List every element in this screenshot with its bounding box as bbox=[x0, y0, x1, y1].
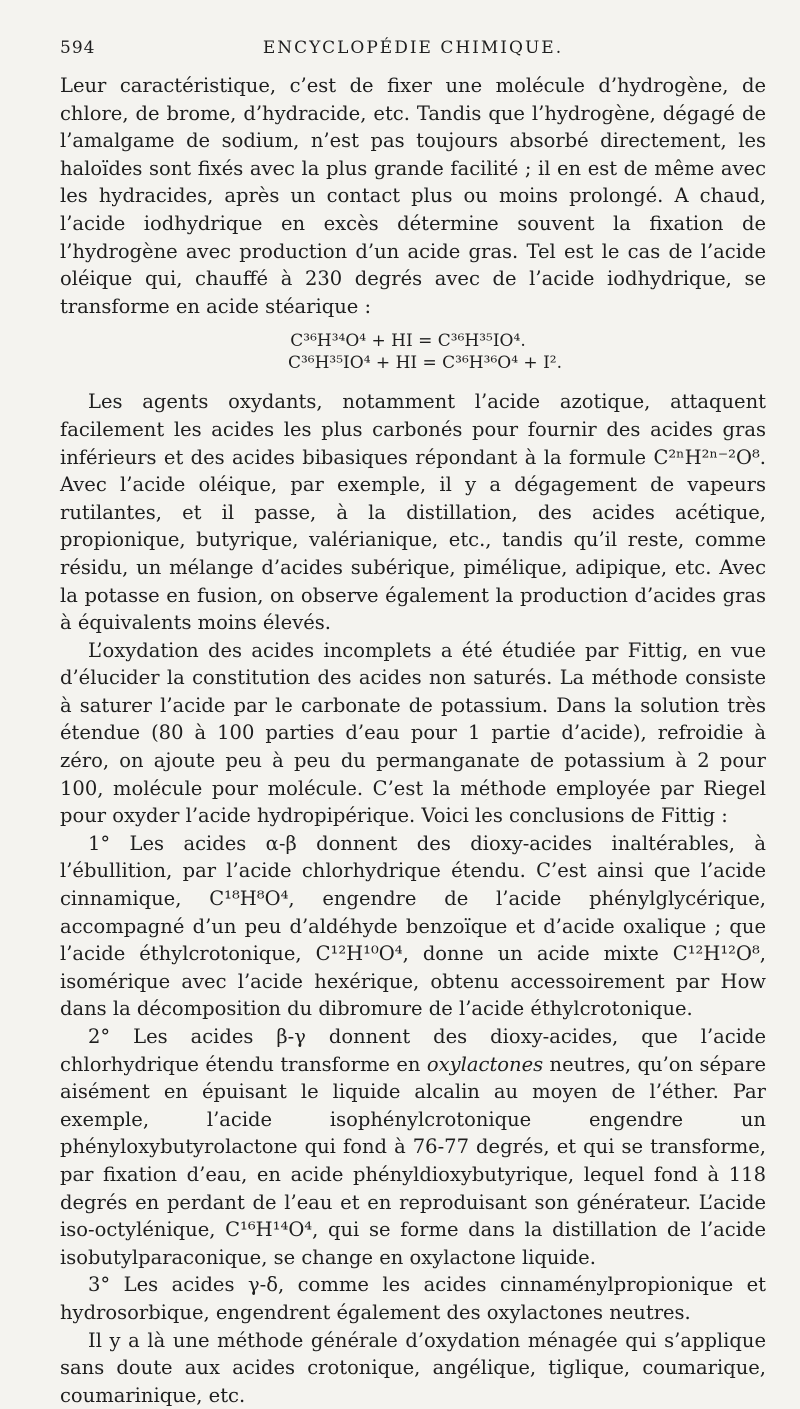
page-header bbox=[60, 38, 766, 72]
paragraph-3: L’oxydation des acides incomplets a été étudiée par Fittig, en vue d’élucider la constitution des acides non saturés. La méthode consiste à saturer l’acide par le carbonate de potassium. Dans la solution très étendue (80 à 100 parties d’eau pour 1 partie d’acide), refroidie à zéro, on ajoute peu à peu du permanganate de potassium à 2 pour 100, molécule pour molécule. C’est la méthode employée par Riegel pour oxyder l’acide hydropipérique. Voici les conclusions de Fittig : bbox=[60, 638, 766, 828]
page-number: 594 bbox=[60, 38, 96, 58]
equation-2: C³⁶H³⁵IO⁴ + HI = C³⁶H³⁶O⁴ + I². bbox=[287, 353, 563, 374]
equation-block bbox=[60, 330, 766, 374]
paragraph-6: 3° Les acides γ-δ, comme les acides cinnaménylpropionique et hydrosorbique, engendrent également des oxylactones neutres. bbox=[60, 1273, 766, 1324]
body-text bbox=[60, 72, 766, 1409]
paragraph-2: Les agents oxydants, notamment l’acide azotique, attaquent facilement les acides les plus carbonés pour fournir des acides gras inférieurs et des acides bibasiques répondant à la formule C²ⁿH²ⁿ⁻²O⁸. Avec l’acide oléique, par exemple, il y a dégagement de vapeurs rutilantes, et il passe, à la distillation, des acides acétique, propionique, butyrique, valérianique, etc., tandis qu’il reste, comme résidu, un mélange d’acides subérique, pimélique, adipique, etc. Avec la potasse en fusion, on observe également la production d’acides gras à équivalents moins élevés. bbox=[60, 390, 766, 635]
italic-term-oxylactones: oxylactones bbox=[426, 1052, 544, 1076]
paragraph-5-end: neutres, qu’on sépare aisément en épuisant le liquide alcalin au moyen de l’éther. Par exemple, l’acide isophénylcrotonique engendre un phényloxybutyrolactone qui fond à 76-77 degrés, et qui se transforme, par fixation d’eau, en acide phényldioxybutyrique, lequel fond à 118 degrés en perdant de l’eau et en reproduisant son générateur. L’acide iso-octylénique, C¹⁶H¹⁴O⁴, qui se forme dans la distillation de l’acide isobutylparaconique, se change en oxylactone liquide. bbox=[60, 1052, 766, 1269]
paragraph-5 bbox=[60, 1023, 766, 1271]
paragraph-4: 1° Les acides α-β donnent des dioxy-acides inaltérables, à l’ébullition, par l’acide chlorhydrique étendu. C’est ainsi que l’acide cinnamique, C¹⁸H⁸O⁴, engendre de l’acide phénylglycérique, accompagné d’un peu d’aldéhyde benzoïque et d’acide oxalique ; que l’acide éthylcrotonique, C¹²H¹⁰O⁴, donne un acide mixte C¹²H¹²O⁸, isomérique avec l’acide hexérique, obtenu accessoirement par How dans la décomposition du dibromure de l’acide éthylcrotonique. bbox=[60, 831, 766, 1021]
paragraph-7: Il y a là une méthode générale d’oxydation ménagée qui s’applique sans doute aux acides crotonique, angélique, tiglique, coumarique, coumarinique, etc. bbox=[60, 1328, 766, 1407]
running-title: ENCYCLOPÉDIE CHIMIQUE. bbox=[262, 38, 564, 58]
equation-1: C³⁶H³⁴O⁴ + HI = C³⁶H³⁵IO⁴. bbox=[290, 331, 526, 352]
paragraph-5-start: 2° Les acides β-γ donnent des dioxy-acides, que l’acide chlorhydrique étendu transforme en bbox=[60, 1025, 766, 1076]
paragraph-1: Leur caractéristique, c’est de fixer une molécule d’hydrogène, de chlore, de brome, d’hydracide, etc. Tandis que l’hydrogène, dégagé de l’amalgame de sodium, n’est pas toujours absorbé directement, les haloïdes sont fixés avec la plus grande facilité ; il en est de même avec les hydracides, après un contact plus ou moins prolongé. A chaud, l’acide iodhydrique en excès détermine souvent la fixation de l’hydrogène avec production d’un acide gras. Tel est le cas de l’acide oléique qui, chauffé à 230 degrés avec de l’acide iodhydrique, se transforme en acide stéarique : bbox=[60, 74, 766, 318]
